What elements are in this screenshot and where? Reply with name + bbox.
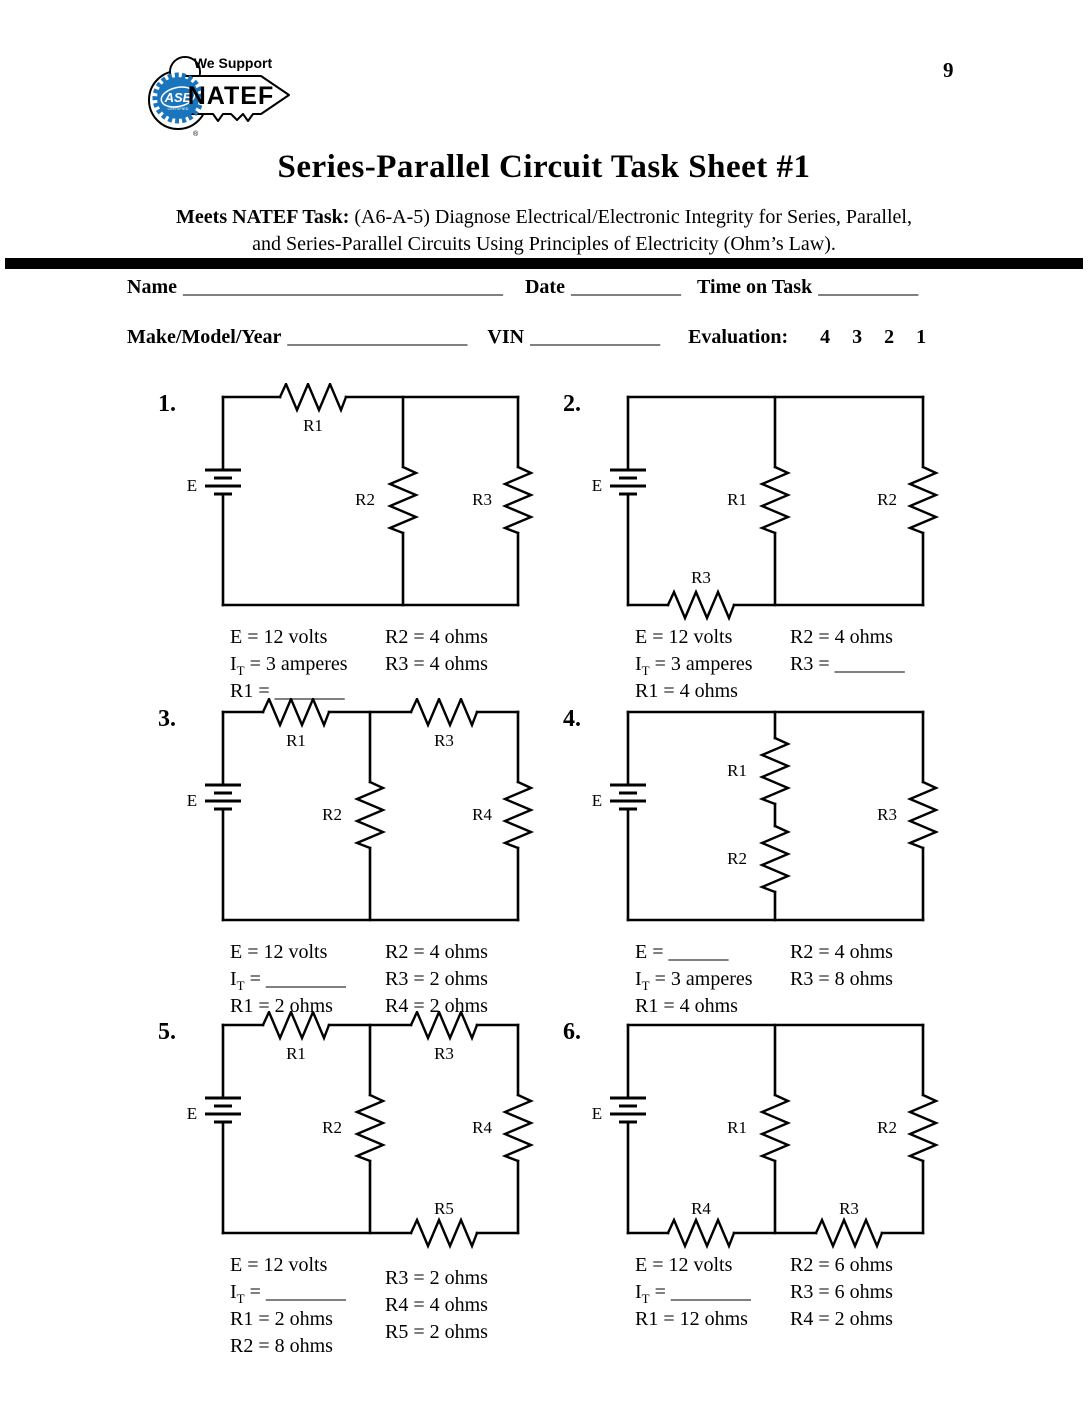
task-line-1: Meets NATEF Task: (A6-A-5) Diagnose Electrical/Electronic Integrity for Series, Parallel,	[176, 206, 912, 228]
r3-label: R3	[839, 1199, 859, 1218]
value-line: R4 = 4 ohms	[385, 1294, 488, 1316]
r2-label: R2	[877, 1118, 897, 1137]
value-line: R3 = 2 ohms	[385, 1267, 488, 1289]
r1-label: R1	[727, 761, 747, 780]
time-on-task-blank: __________	[818, 276, 919, 298]
task-label: Meets NATEF Task:	[176, 206, 350, 228]
r1-label: R1	[286, 1044, 306, 1063]
task-line-2: and Series-Parallel Circuits Using Principles of Electricity (Ohm’s Law).	[252, 233, 836, 255]
battery-label: E	[591, 1104, 603, 1123]
resistor-r1	[280, 384, 346, 410]
circuit-1-values	[148, 624, 553, 705]
value-line: E = 12 volts	[230, 1254, 328, 1276]
resistor-r2	[910, 1095, 936, 1161]
battery-label: E	[186, 1104, 198, 1123]
value-line: R2 = 4 ohms	[790, 626, 893, 648]
vin-blank: _____________	[530, 326, 661, 348]
resistor-r3	[910, 782, 936, 848]
circuit-6	[553, 1011, 958, 1333]
resistor-r5	[411, 1220, 477, 1246]
r2-label: R2	[322, 805, 342, 824]
circuit-4-number: 4.	[563, 706, 581, 732]
value-line: $I_T = 3$ amperes	[635, 653, 753, 678]
date-blank: ___________	[570, 276, 681, 298]
value-line: R3 = 2 ohms	[385, 968, 488, 990]
evaluation-option-3: 3	[852, 326, 863, 348]
value-line: R2 = 4 ohms	[385, 941, 488, 963]
r3-label: R3	[691, 568, 711, 587]
r2-label: R2	[355, 490, 375, 509]
circuit-3-values	[148, 939, 553, 1020]
r3-label: R3	[434, 731, 454, 750]
resistor-r3	[411, 699, 477, 725]
circuit-4-diagram	[553, 698, 958, 943]
time-on-task-label: Time on Task	[696, 276, 813, 298]
r2-label: R2	[727, 849, 747, 868]
battery-symbol	[205, 785, 241, 809]
circuit-3	[148, 698, 553, 1020]
resistor-r4	[668, 1220, 734, 1246]
value-line: R3 = 8 ohms	[790, 968, 893, 990]
r1-label: R1	[286, 731, 306, 750]
page-title: Series-Parallel Circuit Task Sheet #1	[277, 149, 811, 185]
vehicle-row	[127, 326, 926, 349]
circuit-5-values	[148, 1252, 553, 1360]
r4-label: R4	[691, 1199, 711, 1218]
r3-label: R3	[434, 1044, 454, 1063]
name-blank: ________________________________	[182, 276, 503, 298]
circuit-5-diagram	[148, 1011, 553, 1256]
resistor-r3	[816, 1220, 882, 1246]
battery-symbol	[205, 470, 241, 494]
resistor-r2	[910, 467, 936, 533]
we-support-text: We Support	[193, 55, 273, 71]
r3-label: R3	[877, 805, 897, 824]
make-model-year-blank: __________________	[287, 326, 468, 348]
value-line: R1 = 12 ohms	[635, 1308, 748, 1330]
resistor-r2	[762, 826, 788, 892]
circuit-2-values	[553, 624, 958, 705]
r2-label: R2	[877, 490, 897, 509]
name-date-row	[127, 276, 918, 299]
circuit-4-values	[553, 939, 958, 1020]
value-line: R3 = 4 ohms	[385, 653, 488, 675]
r3-label: R3	[472, 490, 492, 509]
battery-symbol	[610, 1098, 646, 1122]
value-line: R2 = 4 ohms	[790, 941, 893, 963]
make-model-year-label: Make/Model/Year	[127, 326, 282, 348]
natef-logo	[133, 50, 298, 140]
battery-label: E	[186, 791, 198, 810]
resistor-r1	[263, 699, 329, 725]
value-line: E = ______	[635, 941, 729, 963]
value-line: R5 = 2 ohms	[385, 1321, 488, 1343]
value-line: R4 = 2 ohms	[790, 1308, 893, 1330]
resistor-r1	[762, 1095, 788, 1161]
value-line: R3 = 6 ohms	[790, 1281, 893, 1303]
value-line: R1 = 2 ohms	[230, 995, 333, 1017]
circuit-3-number: 3.	[158, 706, 176, 732]
battery-symbol	[205, 1098, 241, 1122]
value-line: R4 = 2 ohms	[385, 995, 488, 1017]
resistor-r2	[390, 467, 416, 533]
battery-symbol	[610, 470, 646, 494]
resistor-r1	[263, 1012, 329, 1038]
evaluation-option-4: 4	[820, 326, 831, 348]
circuit-6-diagram	[553, 1011, 958, 1256]
r4-label: R4	[472, 805, 492, 824]
resistor-r3	[505, 467, 531, 533]
value-line: R1 = _______	[230, 680, 345, 702]
name-label: Name	[127, 276, 177, 298]
circuit-1-number: 1.	[158, 391, 176, 417]
battery-label: E	[591, 791, 603, 810]
circuit-2	[553, 383, 958, 705]
natef-text: NATEF	[187, 82, 275, 110]
evaluation-option-1: 1	[916, 326, 927, 348]
resistor-r3	[411, 1012, 477, 1038]
value-line: E = 12 volts	[230, 626, 328, 648]
resistor-r2	[357, 1095, 383, 1161]
value-line: R2 = 4 ohms	[385, 626, 488, 648]
battery-label: E	[591, 476, 603, 495]
battery-label: E	[186, 476, 198, 495]
circuit-5-number: 5.	[158, 1019, 176, 1045]
value-line: $I_T$ = ________	[635, 1281, 751, 1306]
value-line: $I_T = 3$ amperes	[230, 653, 348, 678]
date-label: Date	[524, 276, 565, 298]
value-line: E = 12 volts	[635, 1254, 733, 1276]
ase-certified-text: CERTIFIED	[167, 106, 189, 111]
evaluation-label: Evaluation:	[688, 326, 789, 348]
value-line: $I_T$ = ________	[230, 968, 346, 993]
circuit-5	[148, 1011, 553, 1360]
circuit-6-values	[553, 1252, 958, 1333]
resistor-r3	[668, 592, 734, 618]
page-number: 9	[943, 58, 954, 82]
circuit-6-number: 6.	[563, 1019, 581, 1045]
circuit-2-number: 2.	[563, 391, 581, 417]
resistor-r1	[762, 467, 788, 533]
circuit-1	[148, 383, 553, 705]
resistor-r4	[505, 1095, 531, 1161]
r2-label: R2	[322, 1118, 342, 1137]
circuit-2-diagram	[553, 383, 958, 628]
value-line: R1 = 4 ohms	[635, 680, 738, 702]
circuit-1-diagram	[148, 383, 553, 628]
r1-label: R1	[727, 490, 747, 509]
registered-mark: ®	[193, 131, 199, 138]
value-line: $I_T$ = ________	[230, 1281, 346, 1306]
resistor-r2	[357, 782, 383, 848]
evaluation-option-2: 2	[884, 326, 895, 348]
value-line: R1 = 2 ohms	[230, 1308, 333, 1330]
battery-symbol	[610, 785, 646, 809]
circuit-4	[553, 698, 958, 1020]
value-line: E = 12 volts	[230, 941, 328, 963]
ase-text: ASE	[164, 90, 192, 105]
value-line: E = 12 volts	[635, 626, 733, 648]
resistor-r1	[762, 738, 788, 804]
value-line: R1 = 4 ohms	[635, 995, 738, 1017]
r1-label: R1	[727, 1118, 747, 1137]
r4-label: R4	[472, 1118, 492, 1137]
value-line: $I_T = 3$ amperes	[635, 968, 753, 993]
vin-label: VIN	[487, 326, 525, 348]
r5-label: R5	[434, 1199, 454, 1218]
value-line: R2 = 6 ohms	[790, 1254, 893, 1276]
resistor-r4	[505, 782, 531, 848]
circuit-3-diagram	[148, 698, 553, 943]
natef-task-statement	[0, 204, 1088, 258]
r1-label: R1	[303, 416, 323, 435]
divider-rule	[5, 258, 1083, 269]
value-line: R3 = _______	[790, 653, 905, 675]
value-line: R2 = 8 ohms	[230, 1335, 333, 1357]
